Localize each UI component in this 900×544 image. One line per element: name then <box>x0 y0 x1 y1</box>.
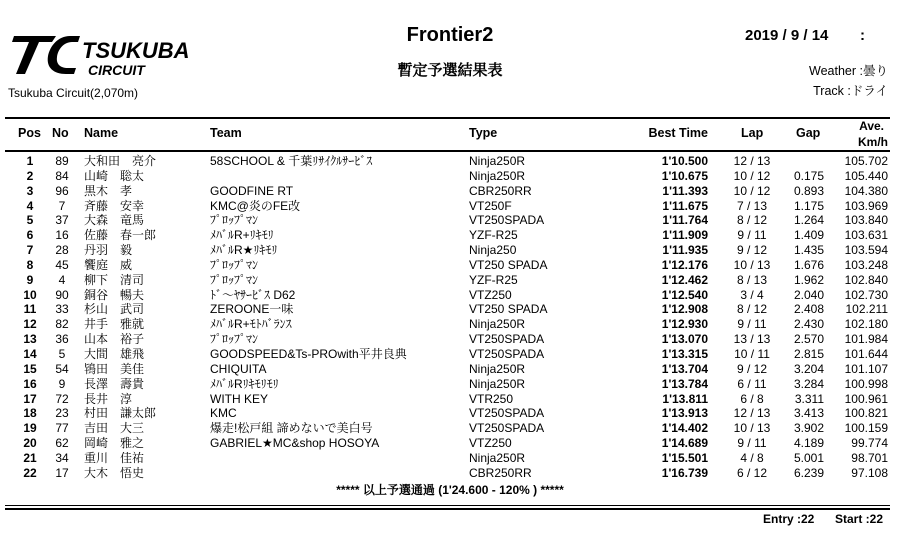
col-header-name: Name <box>84 126 119 140</box>
cell-name: 重川 佳祐 <box>84 450 145 465</box>
cell-lap: 4 / 8 <box>740 450 764 465</box>
col-header-lap: Lap <box>741 126 764 140</box>
cell-lap: 12 / 13 <box>733 406 771 421</box>
cell-best-time: 1'11.909 <box>662 228 708 243</box>
cell-type: VTZ250 <box>469 436 512 451</box>
cell-ave-speed: 100.961 <box>844 391 888 406</box>
cell-gap: 2.430 <box>793 317 824 332</box>
cell-type: VT250SPADA <box>469 213 545 228</box>
cell-best-time: 1'12.908 <box>661 302 708 317</box>
cell-name: 斉藤 安幸 <box>84 198 145 213</box>
cell-type: Ninja250R <box>469 154 526 168</box>
cell-type: VTZ250 <box>469 287 512 302</box>
cell-best-time: 1'15.501 <box>661 450 708 465</box>
col-header-no: No <box>52 126 69 140</box>
table-row <box>0 406 900 421</box>
cell-type: Ninja250R <box>469 361 526 376</box>
cell-pos: 17 <box>23 391 37 406</box>
cell-lap: 9 / 12 <box>736 243 768 258</box>
cell-type: Ninja250R <box>469 317 526 332</box>
cell-pos: 9 <box>26 272 34 287</box>
cell-no: 90 <box>55 287 69 302</box>
cell-best-time: 1'12.176 <box>661 257 708 272</box>
cell-team: ﾌﾟﾛｯﾌﾟﾏﾝ <box>210 257 259 272</box>
cell-no: 5 <box>58 346 66 361</box>
table-row <box>0 228 900 243</box>
cell-no: 45 <box>55 257 69 272</box>
cell-lap: 10 / 13 <box>733 421 771 436</box>
cell-lap: 10 / 12 <box>733 168 771 183</box>
cell-ave-speed: 103.840 <box>844 213 888 228</box>
cell-pos: 11 <box>23 302 37 317</box>
cell-gap: 2.815 <box>793 346 824 361</box>
event-time: : <box>860 27 865 44</box>
cell-no: 33 <box>55 302 69 317</box>
table-row <box>0 317 900 332</box>
table-row <box>0 436 900 451</box>
table-row <box>0 199 900 214</box>
cell-team: GOODSPEED&Ts-PROwith平井良典 <box>210 346 407 361</box>
cell-lap: 6 / 8 <box>740 391 764 406</box>
cell-ave-speed: 103.969 <box>844 198 888 213</box>
start-count: Start :22 <box>835 512 884 526</box>
circuit-name: Tsukuba Circuit(2,070m) <box>8 86 139 100</box>
cell-pos: 21 <box>23 450 37 465</box>
col-header-best-time: Best Time <box>648 126 708 140</box>
table-header-bottom-rule <box>5 150 890 152</box>
cell-team: ZEROONE一味 <box>210 302 294 317</box>
cell-ave-speed: 98.701 <box>851 450 888 465</box>
cell-best-time: 1'11.675 <box>662 198 708 213</box>
svg-text:CIRCUIT: CIRCUIT <box>88 62 145 78</box>
cell-no: 4 <box>58 272 66 287</box>
entry-count: Entry :22 <box>763 512 815 526</box>
page-subtitle: 暫定予選結果表 <box>397 62 503 79</box>
cell-type: VT250SPADA <box>469 406 545 421</box>
cell-no: 82 <box>55 317 69 332</box>
cell-name: 岡崎 雅之 <box>84 436 145 451</box>
table-row <box>0 451 900 466</box>
cell-no: 7 <box>58 198 66 213</box>
cell-team: WITH KEY <box>210 391 269 406</box>
cell-pos: 4 <box>26 198 34 213</box>
cell-name: 鴇田 美佳 <box>84 361 145 376</box>
cell-name: 杉山 武司 <box>84 302 145 317</box>
cell-lap: 7 / 13 <box>736 198 768 213</box>
cell-type: Ninja250R <box>469 450 526 465</box>
cell-pos: 19 <box>23 421 37 436</box>
cell-no: 28 <box>55 243 69 258</box>
cell-gap: 1.175 <box>793 198 824 213</box>
cell-lap: 10 / 11 <box>734 346 770 361</box>
cell-gap: 1.264 <box>793 213 824 228</box>
cell-name: 井手 雅就 <box>84 317 145 332</box>
cell-no: 17 <box>55 465 69 480</box>
table-row <box>0 392 900 407</box>
cell-lap: 3 / 4 <box>740 287 764 302</box>
svg-text:TSUKUBA: TSUKUBA <box>82 38 190 63</box>
weather-label: Weather :曇り <box>809 64 888 78</box>
cell-name: 山本 裕子 <box>84 332 145 347</box>
cell-gap: 4.189 <box>793 436 824 451</box>
cell-pos: 22 <box>23 465 37 480</box>
cell-team: KMC <box>210 406 237 421</box>
cell-best-time: 1'13.913 <box>661 406 708 421</box>
table-row <box>0 362 900 377</box>
cell-gap: 3.413 <box>793 406 824 421</box>
cell-name: 大森 竜馬 <box>84 213 145 228</box>
cell-ave-speed: 100.998 <box>844 376 888 391</box>
table-row <box>0 421 900 436</box>
cell-ave-speed: 101.644 <box>844 346 888 361</box>
table-row <box>0 258 900 273</box>
cell-type: CBR250RR <box>469 465 532 480</box>
cell-pos: 14 <box>23 346 37 361</box>
cell-best-time: 1'12.540 <box>661 287 708 302</box>
cell-best-time: 1'11.764 <box>662 213 708 228</box>
cell-name: 銅谷 暢夫 <box>84 287 145 302</box>
cell-lap: 10 / 12 <box>733 183 771 198</box>
cell-name: 山崎 聡太 <box>84 168 145 183</box>
table-row <box>0 332 900 347</box>
col-header-team: Team <box>210 126 242 140</box>
cell-lap: 8 / 12 <box>736 302 768 317</box>
cell-gap: 2.408 <box>793 302 824 317</box>
cell-gap: 6.239 <box>793 465 824 480</box>
cell-gap: 2.040 <box>793 287 824 302</box>
cell-type: Ninja250R <box>469 168 526 183</box>
table-row <box>0 273 900 288</box>
cell-name: 長澤 壽貴 <box>84 376 145 391</box>
cell-best-time: 1'10.675 <box>661 168 708 183</box>
cell-best-time: 1'14.402 <box>661 421 708 436</box>
cell-pos: 5 <box>26 213 34 228</box>
cell-name: 大木 悟史 <box>84 465 145 480</box>
col-header-pos: Pos <box>18 126 41 140</box>
cell-best-time: 1'13.315 <box>661 346 708 361</box>
cell-type: VTR250 <box>469 391 514 406</box>
cell-pos: 10 <box>23 287 37 302</box>
cell-ave-speed: 101.984 <box>844 332 888 347</box>
cell-name: 吉田 大三 <box>84 421 145 436</box>
table-row <box>0 347 900 362</box>
cell-gap: 1.962 <box>793 272 824 287</box>
cell-team: GABRIEL★MC&shop HOSOYA <box>210 436 380 451</box>
cell-ave-speed: 97.108 <box>851 465 888 480</box>
cell-lap: 10 / 13 <box>733 257 771 272</box>
cell-ave-speed: 103.594 <box>844 243 888 258</box>
cell-name: 佐藤 春一郎 <box>84 228 157 243</box>
cell-lap: 13 / 13 <box>733 332 771 347</box>
cell-no: 36 <box>55 332 69 347</box>
cell-ave-speed: 102.840 <box>844 272 888 287</box>
cell-lap: 12 / 13 <box>733 154 771 168</box>
cell-name: 大和田 亮介 <box>84 154 157 168</box>
cell-type: VT250SPADA <box>469 332 545 347</box>
cell-type: YZF-R25 <box>469 228 518 243</box>
cell-pos: 3 <box>26 183 34 198</box>
cell-lap: 6 / 11 <box>737 376 767 391</box>
table-row <box>0 184 900 199</box>
cell-no: 84 <box>55 168 69 183</box>
col-header-gap: Gap <box>796 126 821 140</box>
table-row <box>0 169 900 184</box>
table-row <box>0 377 900 392</box>
cell-team: ﾌﾟﾛｯﾌﾟﾏﾝ <box>210 213 259 228</box>
cell-pos: 8 <box>26 257 34 272</box>
cell-gap: 5.001 <box>793 450 824 465</box>
cell-type: VT250SPADA <box>469 346 545 361</box>
cell-type: VT250F <box>469 198 512 213</box>
cell-lap: 9 / 11 <box>737 436 767 451</box>
cell-no: 77 <box>55 421 69 436</box>
cell-gap: 1.676 <box>793 257 824 272</box>
cell-team: ﾌﾟﾛｯﾌﾟﾏﾝ <box>210 272 259 287</box>
track-condition-label: Track :ドライ <box>813 84 888 98</box>
cell-best-time: 1'13.704 <box>661 361 708 376</box>
cell-no: 23 <box>55 406 69 421</box>
cell-gap: 2.570 <box>793 332 824 347</box>
results-table <box>0 154 900 481</box>
cell-team: 58SCHOOL & 千葉ﾘｻｲｸﾙｻｰﾋﾞｽ <box>210 154 373 168</box>
cell-pos: 1 <box>26 154 34 168</box>
cell-type: CBR250RR <box>469 183 532 198</box>
cell-pos: 16 <box>23 376 37 391</box>
col-header-type: Type <box>469 126 498 140</box>
cell-team: ﾄﾞ～ﾔｻｰﾋﾞｽ D62 <box>210 287 296 302</box>
cell-best-time: 1'11.935 <box>662 243 708 258</box>
cell-ave-speed: 100.159 <box>844 421 888 436</box>
table-row <box>0 288 900 303</box>
qualifying-note: ***** 以上予選通過 (1'24.600 - 120% ) ***** <box>336 483 564 497</box>
cell-gap: 3.311 <box>794 391 824 406</box>
cell-team: ﾌﾟﾛｯﾌﾟﾏﾝ <box>210 332 259 347</box>
cell-type: YZF-R25 <box>469 272 518 287</box>
cell-name: 長井 淳 <box>84 391 133 406</box>
cell-pos: 12 <box>23 317 37 332</box>
cell-best-time: 1'13.811 <box>662 391 708 406</box>
table-row <box>0 466 900 481</box>
cell-no: 89 <box>55 154 69 168</box>
table-top-rule <box>5 117 890 119</box>
cell-name: 饗庭 威 <box>84 257 133 272</box>
cell-best-time: 1'11.393 <box>662 183 708 198</box>
cell-team: 爆走!松戸組 諦めないで美白号 <box>210 421 373 436</box>
footer-rule-1 <box>5 505 890 506</box>
cell-ave-speed: 104.380 <box>844 183 888 198</box>
cell-ave-speed: 103.248 <box>844 257 888 272</box>
cell-name: 柳下 清司 <box>84 272 145 287</box>
cell-team: CHIQUITA <box>210 361 267 376</box>
cell-no: 96 <box>55 183 69 198</box>
table-row <box>0 243 900 258</box>
cell-lap: 9 / 11 <box>737 317 767 332</box>
cell-ave-speed: 102.730 <box>844 287 888 302</box>
footer-rule-2 <box>5 508 890 510</box>
cell-type: VT250 SPADA <box>469 257 548 272</box>
cell-no: 9 <box>58 376 66 391</box>
cell-gap: 1.435 <box>793 243 824 258</box>
cell-team: ﾒﾊﾞﾙR+ﾓﾄﾊﾞﾗﾝｽ <box>210 317 292 332</box>
cell-no: 54 <box>55 361 69 376</box>
cell-name: 黒木 孝 <box>84 183 133 198</box>
cell-no: 16 <box>55 228 69 243</box>
cell-no: 37 <box>55 213 69 228</box>
cell-team: ﾒﾊﾞﾙRﾘｷﾓﾘﾓﾘ <box>210 376 279 391</box>
cell-ave-speed: 105.702 <box>844 154 888 168</box>
cell-pos: 6 <box>26 228 34 243</box>
cell-ave-speed: 101.107 <box>844 361 888 376</box>
cell-gap: 1.409 <box>793 228 824 243</box>
cell-gap: 3.284 <box>793 376 824 391</box>
cell-type: Ninja250R <box>469 376 526 391</box>
cell-best-time: 1'16.739 <box>661 465 708 480</box>
cell-gap: 3.204 <box>793 361 824 376</box>
col-header-kmh: Km/h <box>858 135 888 149</box>
cell-best-time: 1'13.070 <box>661 332 708 347</box>
col-header-ave: Ave. <box>859 119 884 133</box>
table-row <box>0 302 900 317</box>
cell-lap: 6 / 12 <box>736 465 768 480</box>
cell-best-time: 1'14.689 <box>661 436 708 451</box>
cell-lap: 9 / 12 <box>736 361 768 376</box>
event-date: 2019 / 9 / 14 <box>745 27 829 44</box>
cell-pos: 20 <box>23 436 37 451</box>
cell-no: 62 <box>55 436 69 451</box>
cell-team: ﾒﾊﾞﾙR★ﾘｷﾓﾘ <box>210 243 278 258</box>
cell-team: ﾒﾊﾞﾙR+ﾘｷﾓﾘ <box>210 228 274 243</box>
table-row <box>0 213 900 228</box>
cell-best-time: 1'12.930 <box>661 317 708 332</box>
cell-type: Ninja250 <box>469 243 517 258</box>
cell-pos: 13 <box>23 332 37 347</box>
cell-pos: 2 <box>26 168 34 183</box>
cell-team: KMC@炎のFE改 <box>210 198 301 213</box>
cell-gap: 0.893 <box>793 183 824 198</box>
table-row <box>0 154 900 169</box>
cell-ave-speed: 102.211 <box>845 302 888 317</box>
cell-ave-speed: 103.631 <box>844 228 888 243</box>
cell-pos: 15 <box>23 361 37 376</box>
cell-lap: 8 / 12 <box>736 213 768 228</box>
cell-ave-speed: 105.440 <box>844 168 888 183</box>
cell-name: 村田 謙太郎 <box>84 406 157 421</box>
cell-lap: 8 / 13 <box>736 272 768 287</box>
cell-type: VT250 SPADA <box>469 302 548 317</box>
cell-name: 大間 雄飛 <box>84 346 145 361</box>
cell-no: 72 <box>55 391 69 406</box>
cell-pos: 18 <box>23 406 37 421</box>
cell-ave-speed: 100.821 <box>844 406 888 421</box>
cell-ave-speed: 99.774 <box>851 436 888 451</box>
cell-team: GOODFINE RT <box>210 183 294 198</box>
cell-gap: 3.902 <box>793 421 824 436</box>
cell-ave-speed: 102.180 <box>844 317 888 332</box>
cell-pos: 7 <box>26 243 34 258</box>
cell-best-time: 1'13.784 <box>661 376 708 391</box>
cell-name: 丹羽 毅 <box>84 243 133 258</box>
cell-lap: 9 / 11 <box>737 228 767 243</box>
cell-best-time: 1'10.500 <box>661 154 708 168</box>
page-title: Frontier2 <box>406 24 494 46</box>
cell-best-time: 1'12.462 <box>661 272 708 287</box>
cell-gap: 0.175 <box>793 168 824 183</box>
cell-type: VT250SPADA <box>469 421 545 436</box>
cell-no: 34 <box>55 450 69 465</box>
